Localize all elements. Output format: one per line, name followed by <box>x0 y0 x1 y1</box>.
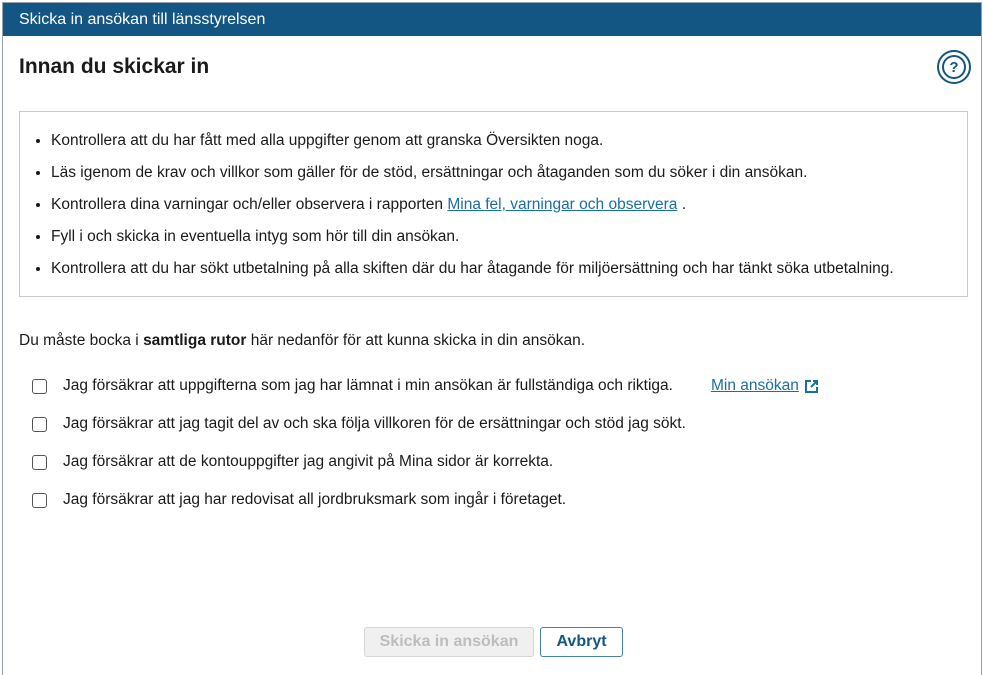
req-after: här nedanför för att kunna skicka in din ansökan. <box>246 332 586 349</box>
req-bold: samtliga rutor <box>143 332 247 349</box>
info-text: Läs igenom de krav och villkor som gäller för de stöd, ersättningar och åtaganden som du söker i din ansökan. <box>51 164 808 181</box>
req-before: Du måste bocka i <box>19 332 144 349</box>
info-item <box>51 194 967 226</box>
info-text: Kontrollera dina varningar och/eller observera i rapporten <box>51 196 448 213</box>
help-button[interactable] <box>937 50 971 84</box>
info-text: Kontrollera att du har sökt utbetalning på alla skiften där du har åtagande för miljöersättning och har tänkt söka utbetalning. <box>51 260 894 277</box>
checkbox[interactable] <box>32 493 47 508</box>
dialog-titlebar: Skicka in ansökan till länsstyrelsen <box>3 3 981 36</box>
info-item <box>51 258 967 290</box>
confirm-checkbox-row[interactable] <box>32 443 818 481</box>
question-circle-icon: ? <box>942 55 966 79</box>
checkbox-label[interactable]: Jag försäkrar att uppgifterna som jag har lämnat i min ansökan är fullständiga och riktiga. <box>63 377 673 394</box>
info-item <box>51 226 967 258</box>
requirement-text <box>19 332 585 350</box>
checkbox[interactable] <box>32 379 47 394</box>
errors-report-link[interactable]: Mina fel, varningar och observera <box>447 196 678 213</box>
submit-button[interactable]: Skicka in ansökan <box>364 627 534 657</box>
confirm-checkbox-row[interactable] <box>32 405 818 443</box>
cancel-button[interactable]: Avbryt <box>540 627 623 657</box>
confirmation-list <box>32 367 818 519</box>
confirm-checkbox-row[interactable] <box>32 367 818 405</box>
info-text: Kontrollera att du har fått med alla uppgifter genom att granska Översikten noga. <box>51 132 604 149</box>
min-ansokan-link[interactable] <box>711 377 818 395</box>
info-item <box>51 162 967 194</box>
checkbox-label[interactable]: Jag försäkrar att de kontouppgifter jag angivit på Mina sidor är korrekta. <box>63 453 554 470</box>
checkbox-label[interactable]: Jag försäkrar att jag tagit del av och ska följa villkoren för de ersättningar och stöd jag sökt. <box>63 415 686 432</box>
info-box <box>19 111 968 297</box>
checkbox[interactable] <box>32 455 47 470</box>
info-text: Fyll i och skicka in eventuella intyg som hör till din ansökan. <box>51 228 460 245</box>
external-link-icon <box>805 380 818 393</box>
confirm-checkbox-row[interactable] <box>32 481 818 519</box>
checkbox[interactable] <box>32 417 47 432</box>
dialog-heading: Innan du skickar in <box>19 55 210 78</box>
info-text: . <box>677 196 687 213</box>
link-label: Min ansökan <box>710 377 799 394</box>
submit-dialog <box>2 2 982 675</box>
info-item <box>51 130 967 162</box>
checkbox-label[interactable]: Jag försäkrar att jag har redovisat all jordbruksmark som ingår i företaget. <box>63 491 567 508</box>
